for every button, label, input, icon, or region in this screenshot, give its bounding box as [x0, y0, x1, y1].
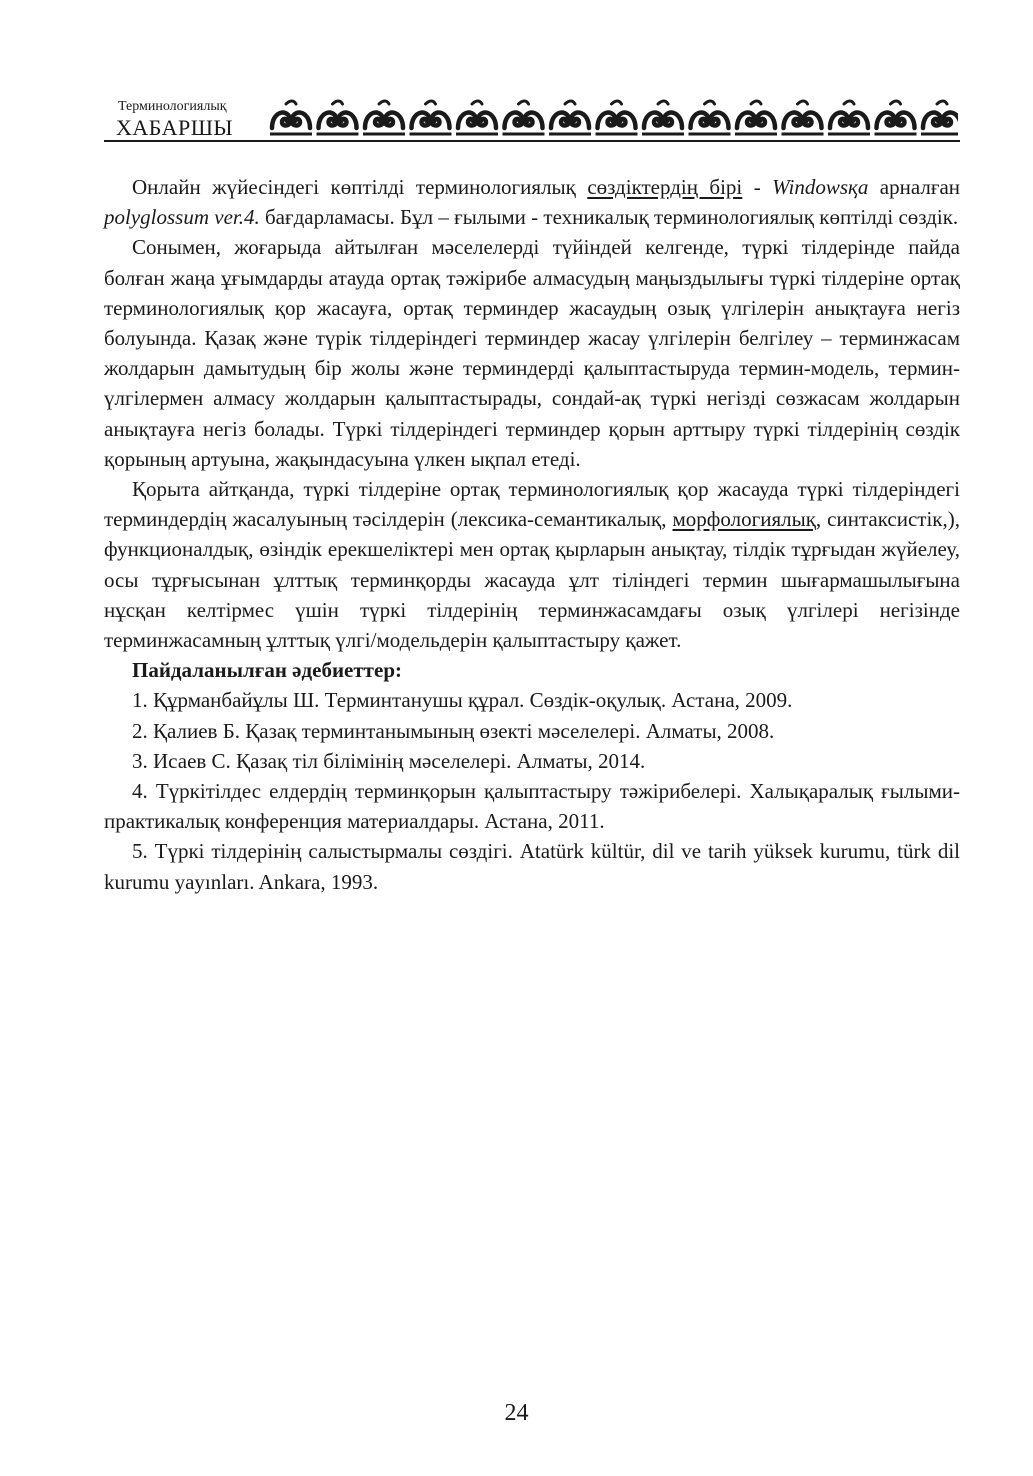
text-run: -: [742, 175, 773, 199]
ornament-motif-icon: [735, 101, 777, 134]
ornament-motif-icon: [782, 101, 824, 134]
header-divider: [104, 140, 960, 142]
page-header: [104, 96, 960, 144]
ornament-motif-icon: [875, 101, 917, 134]
page-number: 24: [504, 1400, 529, 1426]
ornament-motif-icon: [503, 101, 545, 134]
ornament-motif-icon: [456, 101, 498, 134]
ornament-motif-icon: [363, 101, 405, 134]
paragraph-3: [104, 474, 960, 655]
text-run: Онлайн жүйесіндегі көптілді терминологиялық: [132, 175, 588, 199]
journal-title-small: Терминологиялық: [118, 99, 227, 114]
ornament-motif-icon: [410, 101, 452, 134]
reference-item: 5. Түркі тілдерінің салыстырмалы сөздігі. Atatürk kültür, dil ve tarih yüksek kurumu, türk dil kurumu yayınları. Ankara, 1993.: [104, 839, 960, 894]
ornament-motif-icon: [270, 101, 312, 134]
ornament-motif-icon: [921, 101, 958, 134]
text-run: арналған: [868, 175, 961, 199]
ornament-motif-icon: [549, 101, 591, 134]
paragraph-1: [104, 172, 960, 232]
text-run: бағдарламасы. Бұл – ғылыми - техникалық терминологиялық көптілді сөздік.: [259, 205, 959, 230]
underlined-term: сөздіктердің бірі: [587, 175, 743, 199]
underlined-term: морфологиялық: [672, 507, 816, 532]
main-text: [104, 172, 960, 897]
paragraph-2: Сонымен, жоғарыда айтылған мәселелерді түйіндей келгенде, түркі тілдерінде пайда болған жаңа ұғымдарды атауда ортақ тәжірибе алмасудың маңыздылығы түркі тілдеріне ортақ терминологиялық қор жасауға, ортақ терминдер жасаудың озық үлгілерін анықтауға негіз болуында. Қазақ және түрік тілдеріндегі терминдер жасау үлгілерін белгілеу – терминжасам жолдарын дамытудың бір жолы және терминдерді қалыптастыруда термин-модель, термин-үлгілермен алмасу жолдарын қалыптастырады, сондай-ақ түркі негізді сөзжасам жолдарын анықтауға негіз болады. Түркі тілдеріндегі терминдер қорын арттыру түркі тілдерінің сөздік қорының артуына, жақындасуына үлкен ықпал етеді.: [104, 235, 960, 471]
italic-term: Windowsқа: [772, 175, 869, 199]
ornament-motif-icon: [828, 101, 870, 134]
reference-item: 3. Исаев С. Қазақ тіл білімінің мәселелері. Алматы, 2014.: [132, 748, 646, 773]
ornament-motif-icon: [317, 101, 359, 134]
reference-item: 2. Қалиев Б. Қазақ терминтанымының өзекті мәселелері. Алматы, 2008.: [132, 718, 775, 743]
reference-item: 1. Құрманбайұлы Ш. Терминтанушы құрал. Сөздік-оқулық. Астана, 2009.: [132, 688, 793, 713]
text-run: Қорыта айтқанда, түркі тілдеріне ортақ терминологиялық қор жасауда түркі тілдеріндегі терминдердің жасалуының тәсілдерін (лексика-семантикалық,: [104, 477, 960, 532]
ornament-motif-icon: [642, 101, 684, 134]
references-title: Пайдаланылған әдебиеттер:: [132, 658, 402, 683]
journal-title-big: ХАБАРШЫ: [116, 115, 234, 140]
reference-item: 4. Түркітілдес елдердің терминқорын қалыптастыру тәжірибелері. Халықаралық ғылыми-практикалық конференция материалдары. Астана, 2011.: [104, 779, 960, 834]
ornament-motif-icon: [596, 101, 638, 134]
text-run: , синтаксистік,), функционалдық, өзіндік ерекшеліктері мен ортақ қырларын анықтау, тілдік тұрғыдан жүйелеу, осы тұрғысынан ұлттық терминқорды жасауда ұлт тіліндегі термин шығармашылығына нұсқан келтірмес үшін түркі тілдерінің терминжасамдағы озық үлгілері негізінде терминжасамның ұлттық үлгі/модельдерін қалыптастыру қажет.: [104, 507, 960, 653]
italic-term: polyglossum ver.4.: [104, 205, 260, 230]
journal-title: [116, 100, 233, 139]
references-section: [104, 655, 960, 897]
ornament-band-icon: [268, 96, 958, 138]
ornament-motif-icon: [689, 101, 731, 134]
